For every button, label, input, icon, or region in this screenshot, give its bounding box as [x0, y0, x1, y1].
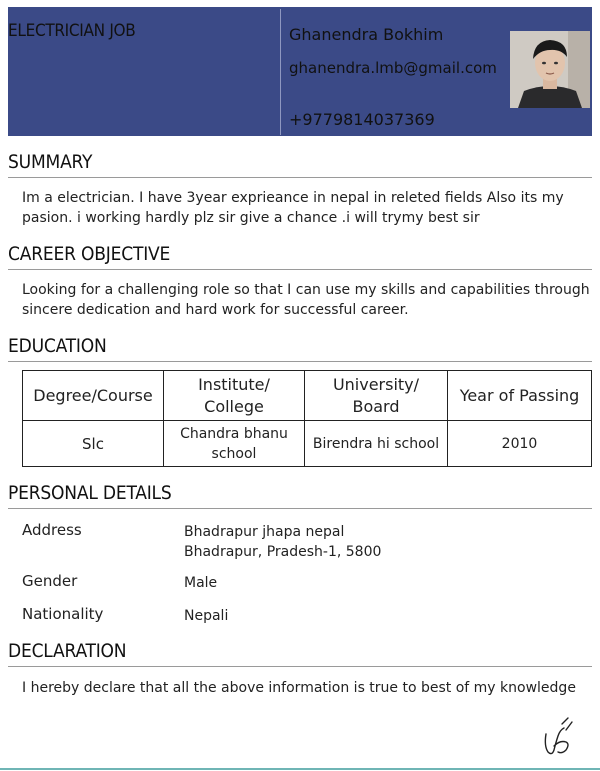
- personal-details-title: PERSONAL DETAILS: [8, 482, 172, 504]
- candidate-email: ghanendra.lmb@gmail.com: [289, 59, 497, 77]
- candidate-phone: +9779814037369: [289, 110, 435, 129]
- declaration-divider: [8, 666, 592, 667]
- gender-value: Male: [184, 575, 218, 591]
- education-table: [22, 370, 592, 467]
- nationality-label: Nationality: [22, 605, 104, 623]
- address-line-1: Bhadrapur jhapa nepal: [184, 524, 345, 540]
- nationality-value: Nepali: [184, 608, 229, 624]
- page-bottom-border: [0, 768, 600, 770]
- resume-header: [8, 7, 592, 136]
- table-row: [23, 421, 592, 467]
- address-label: Address: [22, 521, 82, 539]
- career-objective-text: Looking for a challenging role so that I can use my skills and capabilities through sincere dedication and hard work for successful career.: [22, 282, 590, 318]
- job-title: ELECTRICIAN JOB: [8, 21, 136, 41]
- career-objective-divider: [8, 269, 592, 270]
- declaration-text: I hereby declare that all the above information is true to best of my knowledge: [22, 680, 576, 696]
- address-line-2: Bhadrapur, Pradesh-1, 5800: [184, 544, 382, 560]
- education-divider: [8, 361, 592, 362]
- personal-details-divider: [8, 508, 592, 509]
- signature: [540, 716, 576, 758]
- declaration-title: DECLARATION: [8, 640, 127, 662]
- column-header-degree: Degree/Course: [23, 371, 164, 421]
- education-title: EDUCATION: [8, 335, 107, 357]
- column-header-institute: Institute/ College: [164, 371, 305, 421]
- cell-university: Birendra hi school: [305, 421, 448, 467]
- summary-title: SUMMARY: [8, 151, 93, 173]
- summary-divider: [8, 177, 592, 178]
- education-header-row: [23, 371, 592, 421]
- cell-year: 2010: [448, 421, 592, 467]
- summary-text: Im a electrician. I have 3year exprieance in nepal in releted fields Also its my pasion. i working hardly plz sir give a chance .i will trymy best sir: [22, 190, 564, 226]
- gender-label: Gender: [22, 572, 78, 590]
- profile-photo: [510, 31, 590, 108]
- column-header-year: Year of Passing: [448, 371, 592, 421]
- candidate-name: Ghanendra Bokhim: [289, 25, 444, 44]
- column-header-university: University/ Board: [305, 371, 448, 421]
- career-objective-title: CAREER OBJECTIVE: [8, 243, 171, 265]
- cell-institute: Chandra bhanu school: [164, 421, 305, 467]
- header-divider: [280, 9, 281, 135]
- cell-degree: Slc: [23, 421, 164, 467]
